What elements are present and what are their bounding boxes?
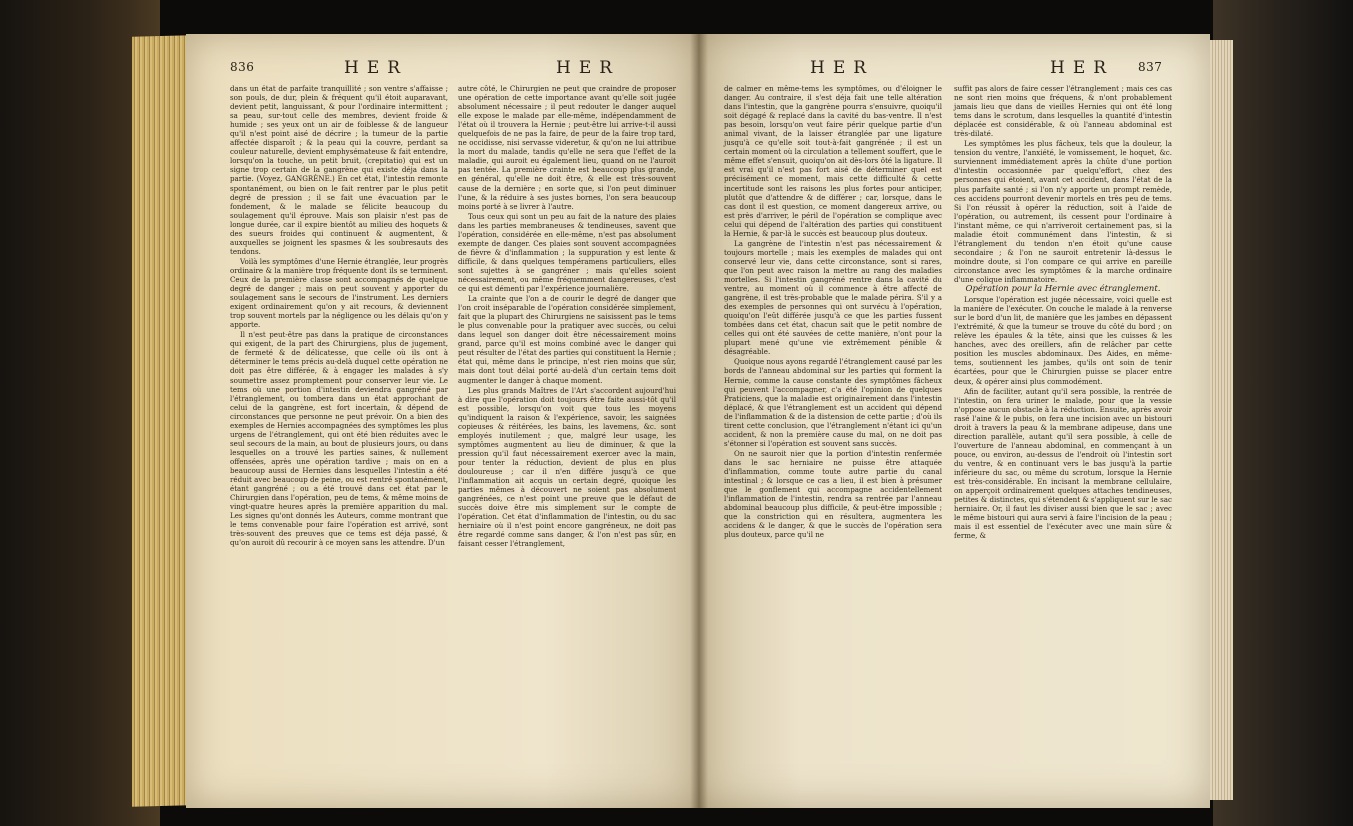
paragraph: suffit pas alors de faire cesser l'étranglement ; mais ces cas ne sont rien moins que fréquens, & n'ont probablement jamais lieu que dans de vieilles Hernies qui ont été long tems dans le scrotum, dans lesquelles la quantité d'intestin déplacée est considérable, & où l'anneau abdominal est très-dilaté. <box>954 84 1172 139</box>
left-running-head <box>186 58 698 80</box>
paragraph: Il n'est peut-être pas dans la pratique de circonstances qui exigent, de la part des Chirurgiens, plus de jugement, de fermeté & de délicatesse, que celle où ils ont à déterminer le tems précis au-delà duquel cette opération ne doit pas être différée, & à engager les malades à s'y soumettre assez promptement pour conserver leur vie. Le tems où une portion d'intestin deviendra gangréné par l'étranglement, ou tombera dans un état approchant de celui de la gangrène, est fort incertain, & dépend de circonstances que personne ne peut prévoir. On a bien des exemples de Hernies accompagnées des symptômes les plus urgens de l'étranglement, qui ont été bien réduites avec le seul secours de la main, au bout de plusieurs jours, ou dans lesquelles on a trouvé les parties saines, & nullement offensées, après une opération tardive ; mais on en a beaucoup aussi de Hernies dans lesquelles l'intestin a été réduit avec beaucoup de peine, ou est rentré spontanément, étant gangréné ; ou a été trouvé dans cet état par le Chirurgien dans l'opération, peu de tems, & même moins de vingt-quatre heures après la première apparition du mal. Les signes qu'ont donnés les Auteurs, comme montrant que le tems convenable pour faire l'opération est arrivé, sont très-souvent des preuves que ce tems est déja passé, & qu'on auroit dû recourir à ce moyen sans les attendre. D'un <box>230 330 448 548</box>
section-subheading: Opération pour la Hernie avec étranglement. <box>965 284 1161 295</box>
left-page-number: 836 <box>230 60 255 74</box>
right-page-number: 837 <box>1138 60 1163 74</box>
right-header-col1: HER <box>810 58 875 78</box>
right-header-col2: HER <box>1050 58 1115 78</box>
paragraph: Afin de faciliter, autant qu'il sera possible, la rentrée de l'intestin, on fera uriner le malade, pour que la vessie n'oppose aucun obstacle à la réduction. Ensuite, après avoir rasé l'aine & le pubis, on fera une incision avec un bistouri droit à travers la peau & la membrane adipeuse, dans une direction parallèle, autant qu'il sera possible, à celle de l'ouverture de l'anneau abdominal, en commençant à un pouce, ou environ, au-dessus de l'endroit où l'intestin sort du ventre, & en continuant vers le bas jusqu'à la partie inférieure du sac, ou même du scrotum, lorsque la Hernie est très-considérable. En incisant la membrane cellulaire, on apperçoit ordinairement quelques attaches tendineuses, petites & distinctes, qui s'étendent & s'appliquent sur le sac herniaire. Or, il faut les diviser aussi bien que le sac ; avec le même bistouri qui aura servi à faire l'incision de la peau ; mais il est essentiel de l'exécuter avec une main sûre & ferme, & <box>954 386 1172 541</box>
paragraph: de calmer en même-tems les symptômes, ou d'éloigner le danger. Au contraire, il s'est déja fait une telle altération dans l'intestin, que la gangrène pourra s'ensuivre, quoiqu'il soit dégagé & replacé dans la cavité du bas-ventre. Il n'est pas besoin, lorsqu'on veut faire périr quelque partie d'un animal vivant, de la laisser étranglée par une ligature jusqu'à ce qu'elle soit tout-à-fait gangrénée ; il est un certain moment où la circulation a tellement souffert, que le même effet s'ensuit, quoiqu'on ait dès-lors ôté la ligature. Il est vrai qu'il n'est pas fort aisé de déterminer quel est précisément ce moment, mais cette difficulté & cette incertitude sont les raisons les plus fortes pour anticiper, plutôt que d'attendre & de différer ; car, lorsque, dans le cas dont il est question, ce moment dangereux arrive, ou est près d'arriver, le péril de l'opération se complique avec celui qui dépend de l'altération des parties qui constituent la Hernie, & par-là le succès est beaucoup plus douteux. <box>724 84 942 238</box>
paragraph: Les symptômes les plus fâcheux, tels que la douleur, la tension du ventre, l'anxiété, le vomissement, le hoquet, &c. surviennent immédiatement après la chûte d'une portion d'intestin occasionnée par quelqu'effort, chez des personnes qui étoient, avant cet accident, dans l'état de la plus parfaite santé ; si l'on n'y apporte un prompt remède, ces accidens pourront devenir mortels en très peu de tems. Si l'on réussit à opérer la réduction, soit à l'aide de l'opération, ou autrement, ils cessent pour l'ordinaire à l'instant même, ce qui n'arriveroit certainement pas, si la maladie étoit communément dans l'intestin, & si l'étranglement du tendon n'en étoit qu'une cause secondaire ; & l'on ne sauroit entretenir là-dessus le moindre doute, si l'on compare ce qui arrive en pareille circonstance avec les symptômes & la marche ordinaire d'une colique inflammatoire. <box>954 139 1172 284</box>
paragraph: Tous ceux qui sont un peu au fait de la nature des plaies dans les parties membraneuses & tendineuses, savent que l'opération, considérée en elle-même, n'est pas absolument exempte de danger. Ces plaies sont souvent accompagnées de fièvre & d'inflammation ; la suppuration y est lente & difficile, & dans quelques tempéramens particuliers, elles sont sujettes à se gangréner ; mais qu'elles soient nécessairement, ou même fréquemment dangereuses, c'est ce qui est démenti par l'expérience journalière. <box>458 211 676 294</box>
left-column-2 <box>458 84 676 549</box>
book-gutter <box>690 34 708 808</box>
page-edges-left <box>132 35 190 807</box>
page-edges-right <box>1207 40 1233 800</box>
paragraph: Lorsque l'opération est jugée nécessaire, voici quelle est la manière de l'exécuter. On couche le malade à la renverse sur le bord d'un lit, de manière que les jambes en dépassent l'extrémité, & que la tumeur se trouve du côté du bord ; on relève les épaules & la tête, ainsi que les cuisses & les hanches, avec des oreillers, afin de relâcher par cette position les muscles abdominaux. Des Aides, en même-tems, soutiennent les jambes, qu'ils ont soin de tenir écartées, pour que le Chirurgien puisse se placer entre deux, & opérer ainsi plus commodément. <box>954 295 1172 386</box>
paragraph: On ne sauroit nier que la portion d'intestin renfermée dans le sac herniaire ne puisse être attaquée d'inflammation, comme toute autre partie du canal intestinal ; & lorsque ce cas a lieu, il est bien à présumer que le gonflement qui accompagne accidentellement l'inflammation de l'intestin, rendra sa rentrée par l'anneau abdominal beaucoup plus difficile, & peut-être impossible ; que la constriction qui en résultera, augmentera les accidens & le danger, & que le succès de l'opération sera plus douteux, parce qu'il ne <box>724 448 942 540</box>
right-column-2 <box>954 84 1172 541</box>
paragraph: Quoique nous ayons regardé l'étranglement causé par les bords de l'anneau abdominal sur les parties qui forment la Hernie, comme la cause constante des symptômes fâcheux qui peuvent l'accompagner, c'a été l'opinion de quelques Praticiens, que la maladie est originairement dans l'intestin déplacé, & que l'étranglement est un accident qui dépend de l'inflammation & de la distension de cette partie ; d'où ils tirent cette conclusion, que l'étranglement n'étant ici qu'un accident, & non la première cause du mal, on ne doit pas s'étonner si l'opération est souvent sans succès. <box>724 357 942 448</box>
right-running-head <box>698 58 1210 80</box>
left-column-1 <box>230 84 448 548</box>
left-header-col2: HER <box>556 58 621 78</box>
paragraph: dans un état de parfaite tranquillité ; son ventre s'affaisse ; son pouls, de dur, plein & fréquent qu'il étoit auparavant, devient petit, languissant, & pour l'ordinaire intermittent ; sa peau, sur-tout celle des membres, devient froide & humide ; ses yeux ont un air de foiblesse & de langueur qu'il n'est point aisé de décrire ; la tumeur de la partie affectée disparoît ; & la peau qui la couvre, perdant sa couleur naturelle, devient emphysémateuse & fait entendre, lorsqu'on la touche, un petit bruit, (crepitatio) qui est un signe trop certain de la gangrène qui existe déja dans la partie. (Voyez, GANGRÈNE.) En cet état, l'intestin remonte spontanément, ou bien on le fait rentrer par le plus petit degré de pression ; il se fait une évacuation par le fondement, & le malade se félicite beaucoup du soulagement qu'il éprouve. Mais son plaisir n'est pas de longue durée, car il expire bientôt au milieu des hoquets & des sueurs froides qui continuent & augmentent, & auxquelles se joignent les spasmes & les soubresauts des tendons. <box>230 84 448 256</box>
book-spine-right <box>1213 0 1353 826</box>
paragraph: Voilà les symptômes d'une Hernie étranglée, leur progrès ordinaire & la manière trop fréquente dont ils se terminent. Ceux de la première classe sont accompagnés de quelque degré de danger ; mais on peut souvent y apporter du soulagement sans le secours de l'instrument. Les derniers exigent ordinairement qu'on y ait recours, & deviennent trop souvent mortels par la négligence ou les délais qu'on y apporte. <box>230 256 448 330</box>
paragraph: Les plus grands Maîtres de l'Art s'accordent aujourd'hui à dire que l'opération doit toujours être faite aussi-tôt qu'il est possible, lorsqu'on voit que tous les moyens qu'indiquent la raison & l'expérience, savoir, les saignées copieuses & réitérées, les bains, les lavemens, &c. sont employés inutilement ; que, malgré leur usage, les symptômes augmentent au lieu de diminuer, & que la pression qu'il faut nécessairement exercer avec la main, pour tenter la réduction, devient de plus en plus douloureuse ; car il n'en différe jusqu'à ce que l'inflammation ait acquis un certain degré, quoique les parties mêmes à découvert ne soient pas absolument gangrénées, ce n'est point une preuve que le défaut de succès doive être mis simplement sur le compte de l'opération. Cet état d'inflammation de l'intestin, ou du sac herniaire où il n'est point encore gangréneux, ne doit pas être regardé comme sans danger, & l'on n'est pas sûr, en faisant cesser l'étranglement, <box>458 385 676 549</box>
paragraph: autre côté, le Chirurgien ne peut que craindre de proposer une opération de cette importance avant qu'elle soit jugée absolument nécessaire ; il peut redouter le danger auquel elle expose le malade par elle-même, indépendamment de l'état où il trouvera la Hernie ; peut-être lui arrive-t-il aussi quelquefois de ne pas la faire, de peur de la faire trop tard, ne occidisse, nisi servasse videretur, & qu'on ne lui attribue la mort du malade, tandis qu'elle ne sera que l'effet de la maladie, qui auroit eu également lieu, quand on ne l'auroit pas tentée. La première crainte est beaucoup plus grande, en général, qu'elle ne doit être, & elle est très-souvent cause de la dernière ; en sorte que, si l'on peut diminuer l'une, & la réduire à ses justes bornes, l'on sera beaucoup moins porté à se livrer à l'autre. <box>458 84 676 211</box>
left-page <box>186 34 698 808</box>
paragraph: La gangrène de l'intestin n'est pas nécessairement & toujours mortelle ; mais les exemples de malades qui ont conservé leur vie, dans cette circonstance, sont si rares, que l'on peut avec raison la mettre au rang des maladies mortelles. Si l'intestin gangréné rentre dans la cavité du ventre, au moment où il commence à être affecté de gangrène, il est très-probable que le malade périra. S'il y a des exemples de personnes qui ont survécu à l'opération, quoiqu'on l'eût différée jusqu'à ce que les parties fussent tombées dans cet état, chacun sait que le petit nombre de celles qui ont été sauvées de cette manière, n'ont pour la plupart mené qu'une vie extrêmement pénible & désagréable. <box>724 238 942 357</box>
paragraph: La crainte que l'on a de courir le degré de danger que l'on croit inséparable de l'opération considérée simplement, fait que la plupart des Chirurgiens ne saisissent pas le tems le plus convenable pour la pratiquer avec succès, ou celui dans lequel son danger doit être nécessairement moins grand, parce qu'il est moins combiné avec le danger qui peut résulter de l'état des parties qui constituent la Hernie ; état qui, même dans le principe, n'est rien moins que sûr, mais dont tout délai porté au-delà d'un certain tems doit augmenter le danger à chaque moment. <box>458 294 676 385</box>
right-page <box>698 34 1210 808</box>
left-header-col1: HER <box>344 58 409 78</box>
right-column-1 <box>724 84 942 540</box>
